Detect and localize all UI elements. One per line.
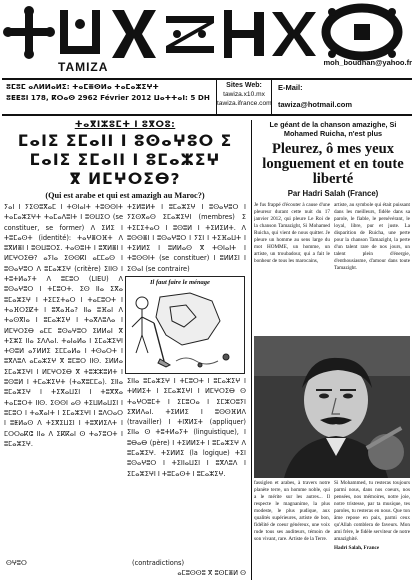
article-right-column-b-bottom xyxy=(334,480,410,580)
column-divider xyxy=(251,120,252,580)
contact-block xyxy=(272,58,412,68)
article-right-column-b-text: Si Mohammed, tu resteras toujours parmi nous, dans nos coeurs, nos pensées, nos mémoires, notre joie, notre tristesse, par ta musique, tes paroles, tu resteras en nous. Que ton âme repose en paix, parmi ceux qu'Allah comblera de faveurs. Mon ami frère, le fidèle serviteur de notre amazighité. xyxy=(334,480,410,542)
portrait-photo xyxy=(254,336,410,478)
body-column-1: ⵢⴰⵏ ⵏ ⵢⵉⵙⵓⴳⴰⵎ ⵏ ⵜⵙⵏⴰⵏⵜ ⵜⵓⵙⵙⵏⵜ ⵜⴰⵎⴰⵣⵉⵖⵜ ⵜⴰⵎⴰⴷⵓⵏⵜ ⵏ ⵓⵙⵡⵉⵔ (se constituer, se former) ⴷ ⵉⵍⵉ ⵏ ⵜⵓⵎⴰⵙⵜ (identité): ⵜⴰⵖⴻⵔⴼⵜ ⴷ ⵓⴳⵍⴻⵏ ⵏ ⵓⵙⵡⵓⵔⵉ. ⵜⴰⵙⵓⵏⵜ ⵏ ⵓⴳⵍⴻⵏ ⵏ ⵍⵎⵖⵔⵉⴱ? ⴰⵢⵏⴰ ⵉⵙⵙⴽⵏ ⴰⵎⵎⴰⵙ ⵏ ⵓⵙⴰⵖⵓⵔ ⴷ ⵓⵎⴰⵣⵉⵖ (critère) ⵉⵏⵏⵙ ⵏ ⵜⵓⵜⵍⴰⵢⵜ ⴷ ⵓⵎⵓⵔ (LIEU) ⴷ ⵓⵙⴰⵖⵓⵔ ⵏ ⵜⵎⵓⵔⵜ. ⵉⵙ ⵏⵏⴰ ⵉⴳⴰ ⵓⵎⴰⵣⵉⵖ ⵏ ⵜⵉⵎⵉⵜⴰⵔ ⵏ ⵜⴰⵎⵓⵔⵜ ⵏ ⵜⴰⴼⵔⵉⵇⵜ ⵏ ⵓⴳⴰⴼⴰ? ⵏⵏⴰ ⵓⴼⴰⵏ ⴷ ⵜⴰⵙⴳⵏⴰ ⵏ ⵓⵎⴰⵣⵉⵖ ⵏ ⵜⴰⴳⴷⵓⴷⴰ ⵏ ⵍⵎⵖⵔⵉⴱ ⴰⵎⵎ ⵓⵙⴰⵖⵓⵔ ⵉⵍⵍⴰⵏ ⴳ ⵜⵉⵣⵉ ⵏⵏⴰ ⵉⴷⴷⴰⵏ. ⵜⴰⵏⴰⵍⴰ ⵏ ⵉⵎⴰⵣⵉⵖⵏ ⵜⵙⵓⵍ ⴰⵢⵍⵍⵉ ⵉⵎⵎⴰⵍⴰ ⵏ ⵜⵙⴰⵔⵜ ⵏ ⵓⴳⴷⵓⴷ ⴰⵎⴰⵣⵉⵖ ⴳ ⵓⵎⵓⵔ ⵏⵏⵙ. ⵉⵍⵍⴰ ⵉⵎⴰⵣⵉⵖⵏ ⵏ ⵍⵎⵖⵔⵉⴱ ⴳ ⵜⵓⵣⵣⵓⵍⵜ ⵏ ⵓⵙⵓⵍ ⵏ ⵜⵎⴰⵣⵉⵖⵜ (ⵜⴰⴳⵓⵎⵎⴰ). ⵉⵏⵏⴰ ⵓⵎⴰⵣⵉⵖ ⵏ ⵜⵉⴳⴰⵡⵉⵏ ⵏ ⵜⵓⴳⴳⴰ ⵜⴰⵎⵓⵔⵜ ⵏⵏⵙ. ⵉⵙⵙⵏ ⴰⵙ ⵜⵉⵡⵍⴰⵡⵉⵏ ⵏ ⵓⵎⵓⵔ ⵏ ⵜⴰⴳⴰⵏⵜ ⵏ ⵉⵎⴰⵣⵉⵖⵏ ⵏ ⵓⴷⵔⴰⵔ ⵏ ⵓⵟⵍⴰⵙ ⴷ ⵜⵉⴳⵉⵡⵉⵏ ⵏ ⵜⵓⴳⵍⵉⴷⵜ ⵏ ⵎⵔⵔⴰⴽⵛ ⵏⵏⴰ ⴷ ⵉⴽⴽⴰⵏ ⵙ ⵜⴰⵢⵓⵔⵜ ⵏ ⵓⵎⴰⵣⵉⵖ. xyxy=(4,203,123,448)
info-strip xyxy=(2,78,412,116)
contact-email-secondary[interactable]: tawiza@hotmail.com xyxy=(278,100,352,109)
footer-word-left: ⵙⵖⵓⵔ xyxy=(6,559,27,567)
site-link-2[interactable]: tawiza.ifrance.com xyxy=(217,100,272,107)
article-right-body xyxy=(254,202,412,312)
title-line-1: ⵎⴰⵏⵉ ⵉⵎⴰⵏⵏ ⵏ ⵓⵙⴰⵖⵓⵔ ⵉ xyxy=(17,132,233,150)
article-body xyxy=(2,202,248,562)
article-right xyxy=(254,120,412,580)
contact-email-primary[interactable]: moh_boudhan@yahoo.fr xyxy=(323,58,412,67)
body-column-2-bottom: ⵉⵏⵏⴰ ⵓⵎⴰⵣⵉⵖ ⵏ ⵜⵎⵓⵔⵜ ⵏ ⵓⵎⴰⵣⵉⵖ ⵏ ⵜⵍⵍⵉⵜ ⵏ ⵉⵎⴰⵣⵉⵖⵏ ⵏ ⵍⵎⵖⵔⵉⴱ ⵙ ⵜⴰⵖⵔⵓⵎⵜ ⵏ ⵉⵎⵓⵔⴰ ⵏ ⵉⵎⵣⵔⵓⵢⵏ ⵉⴳⵍⴷⴰⵏ. ⵜⵉⵍⵍⵉ ⵏ ⵓⵙⵙⴼⵍⴷ (travailler) ⵏ ⵜⵏⴳⵍⵉⵜ (appliquer) ⵉⵏⵏⴰ ⵙ ⵜⵓⵜⵍⴰⵢⵜ (linguistique), ⵏ ⵓⴱⴰⴱ (père) ⵏ ⵜⵉⵍⵍⵉⵜ ⵏ ⵓⵎⴰⵣⵉⵖ ⴷ ⵓⵎⴰⵣⵉⵖ. ⵜⵉⵍⵍⵉ (la logique) ⵜⵉⵏ ⵓⵙⴰⵖⵓⵔ ⵏ ⵜⵉⵏⵏⴰⵡⵉⵏ ⵏ ⵓⴳⴷⵓⴷ ⵏ ⵉⵎⴰⵣⵉⵖⵏ ⵏ ⵜⵓⵎⴰⵙⵜ ⵏ ⵓⵎⴰⵣⵉⵖ. xyxy=(127,377,246,478)
article-right-kicker: Le géant de la chanson amazighe, Si Mohamed Ruicha, n'est plus xyxy=(269,120,397,138)
footer-continued: ⴰⵎⵓⵙⵙⵓ ⴳ ⵓⵙⵎⴻⵍ ⵙ xyxy=(177,569,246,577)
article-kicker: ⵜⴰⴳⵏⵣⵓⵎⵜ ⵏ ⵓⴳⵔⵓ: xyxy=(74,120,176,130)
issue-line: ⵓⵟⵟⵓⵏ 178, ⴽⵔⴰⵙ 2962 Février 2012 ⵡⴰⵜⵜⴰⵏ: 5 DH xyxy=(6,93,210,102)
article-signature: Hadri Salah, France xyxy=(334,545,380,551)
cartoon-illustration xyxy=(125,276,245,374)
sites-label: Sites Web: xyxy=(226,82,262,89)
article-right-bottom xyxy=(254,480,412,580)
cartoon-drawing xyxy=(126,277,244,373)
cartoon-caption: Il faut faire le ménage xyxy=(150,279,210,286)
title-line-2: ⵎⴰⵏⵉ ⵉⵎⴰⵏⵏ ⵏ ⵓⵎⴰⵣⵉⵖ xyxy=(29,151,221,169)
article-right-column-a-bottom: fassiglen et arabes, à travers notre planète terre, un homme noble, qui a le mérite sur les autres... Il respecte le magnanime, la plus modeste, le plus pudique, aux qualités supérieures, artiste de bon, fidélité de coeur généreux, une voix rude tous ses auditeurs, témoin de son vivant, rare. Artiste de la Terre. xyxy=(254,480,330,542)
publication-info xyxy=(2,80,216,114)
brand-name: TAMIZA xyxy=(58,60,109,74)
portrait-image xyxy=(254,336,410,478)
email-label: E-Mail: xyxy=(278,83,303,92)
publication-tagline: ⵓⵎⵓⵎ ⴰⴷⵍⵍⴰⵍⵉ: ⵜⴰⵎⴻⵙⵍⴰ ⵜⴰⵎⴰⵣⵉⵖⵜ xyxy=(6,82,159,91)
sites-box xyxy=(216,80,272,114)
article-left xyxy=(2,120,248,580)
masthead xyxy=(0,0,414,78)
article-subtitle: (Qui est arabe et qui est amazigh au Maroc?) xyxy=(45,191,205,200)
article-right-title: Pleurez, ô mes yeux longuement et en toute liberté xyxy=(262,141,404,187)
email-box xyxy=(274,80,412,114)
site-link-1[interactable]: tawiza.x10.mx xyxy=(223,91,265,98)
body-column-2-top: ⵜⵉⵍⵓⵍⵜ ⵏ ⵓⵎⴰⵣⵉⵖ ⵏ ⵓⵙⴰⵖⵓⵔ ⵏ ⵢⵉⵙⴳⴰⵙ ⵉⵎⴰⵣⵉⵖⵏ (membres) ⵉ ⵜⵉⵎⵉⵜⴰⵔ ⵏ ⵓⵙⵓⵍ ⵏ ⵜⵉⵍⵉⵍⵜ. ⴷ ⵓⵙⵙⴻⵏ ⵏ ⵓⵙⴰⵖⵓⵔ ⵏ ⵢⵉⵏ ⵏ ⵜⵉⴼⴰⵡⵜ ⵏ ⵜⵉⵍⵍⵉ ⵏ ⵓⵍⵍⴰⵙ ⴳ ⵜⵙⵏⴰⵏⵜ ⵏ ⵜⵓⵙⵙⵏⵜ (se constituer) ⵏ ⵓⵍⵍⵉⵏ ⵏ ⵉⵙⴰⵏ (se contraire) xyxy=(127,203,246,273)
title-line-3: ⴳ ⵍⵎⵖⵔⵉⴱ? xyxy=(69,170,181,188)
body-column-2 xyxy=(127,202,246,562)
article-right-column-a: Je fus frappé d'écouter à cause d'une pleureur durant cette nuit du 17 janvier 2012, qui pleure Le Roi de la chanson Tamazight, Si Mohamed Ruicha, qui vient de nous quitter. Je pleure un homme au sens large du mot HOMME, un homme, un artiste, un troubadour, qui a fait le bonheur de tous les marocains, xyxy=(254,202,330,264)
article-right-byline: Par Hadri Salah (France) xyxy=(287,189,379,198)
article-title xyxy=(2,132,248,189)
footer-word-contradictions: (contradictions) xyxy=(132,559,185,567)
article-right-column-b: artiste, au symbole qui était puissant dans les meilleurs, fidèle dans sa parole, le fiable, le persévérant, le loyal, libre, pur et juste. La disparition de Ruicha, une perte pour la chanson Tamazight, la perte d'un talent rare de nos jours, un talent plein d'énergie, d'enthousiasme, d'amour dans toute Tamazight. xyxy=(334,202,410,271)
